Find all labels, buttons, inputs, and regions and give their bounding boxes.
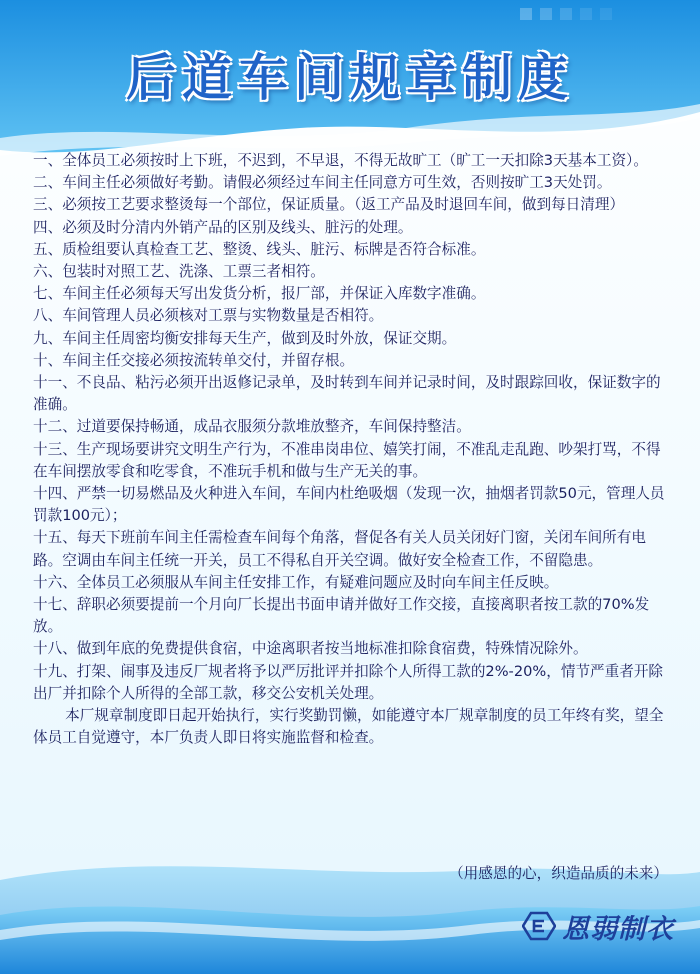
- poster-title: 后道车间规章制度: [126, 48, 574, 107]
- motto-text: （用感恩的心，织造品质的未来）: [449, 865, 668, 882]
- rule-item: 十一、不良品、粘污必须开出返修记录单，及时转到车间并记录时间，及时跟踪回收，保证数字的准确。: [33, 374, 661, 414]
- rule-item: 十、车间主任交接必须按流转单交付，并留存根。: [33, 351, 355, 369]
- closing-statement: [33, 705, 673, 749]
- rule-item: 八、车间管理人员必须核对工票与实物数量是否相符。: [33, 307, 384, 325]
- closing-text: 本厂规章制度即日起开始执行，实行奖勤罚懒，如能遵守本厂规章制度的员工年终有奖，望全体员工自觉遵守，本厂负责人即日将实施监督和检查。: [33, 707, 664, 747]
- rules-list: [33, 150, 673, 749]
- rule-item: 三、必须按工艺要求整烫每一个部位，保证质量。（返工产品及时退回车间，做到每日清理）: [33, 196, 625, 214]
- company-logo: [522, 908, 674, 944]
- rule-item: 十四、严禁一切易燃品及火种进入车间，车间内杜绝吸烟（发现一次，抽烟者罚款50元，管理人员罚款100元）；: [33, 485, 665, 525]
- rule-item: 四、必须及时分清内外销产品的区别及线头、脏污的处理。: [33, 218, 413, 236]
- rule-item: 十二、过道要保持畅通，成品衣服须分款堆放整齐，车间保持整洁。: [33, 418, 471, 436]
- rule-item: 二、车间主任必须做好考勤。请假必须经过车间主任同意方可生效，否则按旷工3天处罚。: [33, 174, 612, 192]
- company-logo-icon: [522, 911, 556, 941]
- rule-item: 十九、打架、闹事及违反厂规者将予以严厉批评并扣除个人所得工款的2%-20%，情节严重者开除出厂并扣除个人所得的全部工款，移交公安机关处理。: [33, 662, 664, 702]
- rule-item: 十三、生产现场要讲究文明生产行为，不准串岗串位、嬉笑打闹，不准乱走乱跑、吵架打骂，不得在车间摆放零食和吃零食，不准玩手机和做与生产无关的事。: [33, 440, 661, 480]
- rule-item: 九、车间主任周密均衡安排每天生产，做到及时外放，保证交期。: [33, 329, 457, 347]
- rule-item: 五、质检组要认真检查工艺、整烫、线头、脏污、标牌是否符合标准。: [33, 240, 486, 258]
- rule-item: 十八、做到年底的免费提供食宿，中途离职者按当地标准扣除食宿费，特殊情况除外。: [33, 640, 588, 658]
- rule-item: 十五、每天下班前车间主任需检查车间每个角落，督促各有关人员关闭好门窗，关闭车间所有电路。空调由车间主任统一开关，员工不得私自开关空调。做好安全检查工作，不留隐患。: [33, 529, 646, 569]
- rule-item: 十六、全体员工必须服从车间主任安排工作，有疑难问题应及时向车间主任反映。: [33, 573, 559, 591]
- rule-item: 七、车间主任必须每天写出发货分析，报厂部，并保证入库数字准确。: [33, 285, 486, 303]
- rule-item: 六、包装时对照工艺、洗涤、工票三者相符。: [33, 263, 325, 281]
- rule-item: 一、全体员工必须按时上下班，不迟到，不早退，不得无故旷工（旷工一天扣除3天基本工资）。: [33, 152, 648, 169]
- company-name: 恩弱制衣: [562, 913, 674, 945]
- rule-item: 十七、辞职必须要提前一个月向厂长提出书面申请并做好工作交接，直接离职者按工款的70%发放。: [33, 596, 650, 636]
